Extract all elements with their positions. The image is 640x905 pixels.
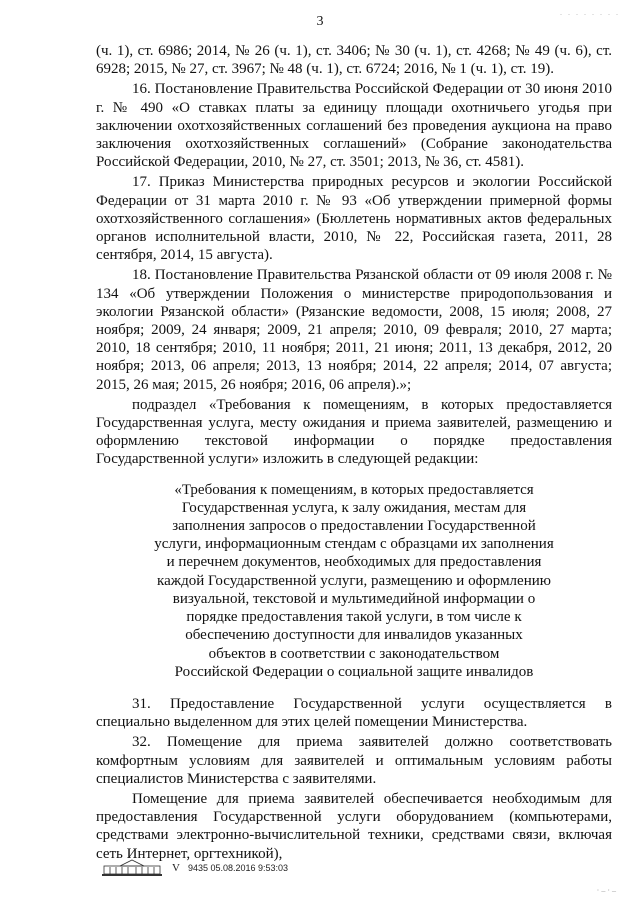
- heading-line: Российской Федерации о социальной защите инвалидов: [174, 663, 534, 680]
- section-heading: [96, 481, 612, 681]
- footer: [100, 858, 288, 878]
- paragraph: 16. Постановление Правительства Российской Федерации от 30 июня 2010 г. № 490 «О ставках платы за единицу площади охотничьего угодья при заключении охотхозяйственных соглашений без проведения аукциона на право заключения охотхозяйственных соглашений» (Собрание законодательства Российской Федерации, 2010, № 27, ст. 3501; 2013, № 36, ст. 4581).: [96, 81, 612, 171]
- paragraphs-after: [96, 695, 612, 863]
- heading-line: обеспечению доступности для инвалидов указанных: [185, 627, 523, 644]
- heading-line: Государственная услуга, к залу ожидания, местам для: [181, 499, 527, 516]
- heading-line: услуги, информационным стендам с образцами их заполнения: [154, 536, 554, 553]
- paragraph: 18. Постановление Правительства Рязанской области от 09 июля 2008 г. № 134 «Об утверждении Положения о министерстве природопользования и экологии Рязанской области» (Рязанские ведомости, 2008, 15 июля; 2008, 27 ноября; 2009, 24 января; 2009, 21 апреля; 2010, 09 февраля; 2010, 27 марта; 2010, 18 сентября; 2010, 11 ноября; 2011, 21 июня; 2011, 13 декабря, 2012, 20 ноября; 2013, 06 апреля; 2013, 13 ноября; 2014, 22 апреля; 2014, 07 августа; 2015, 26 мая; 2015, 26 ноября; 2016, 06 апреля).»;: [96, 267, 612, 393]
- heading-line: заполнения запросов о предоставлении Государственной: [172, 518, 536, 535]
- building-logo-icon: [100, 858, 164, 878]
- version-mark: V: [172, 862, 180, 874]
- heading-line: «Требования к помещениям, в которых предоставляется: [174, 481, 534, 498]
- top-marks: . . . . . . . .: [560, 8, 620, 17]
- heading-line: порядке предоставления такой услуги, в том числе к: [186, 609, 522, 626]
- paragraph: подраздел «Требования к помещениям, в которых предоставляется Государственная услуга, месту ожидания и приема заявителей, размещению и оформлению текстовой информации о порядке предоставления Государственной услуги» изложить в следующей редакции:: [96, 396, 612, 468]
- paragraphs-before: [96, 42, 612, 469]
- paragraph: 32. Помещение для приема заявителей должно соответствовать комфортным условиям для заявителей и оптимальным условиям работы специалистов Министерства с заявителями.: [96, 734, 612, 787]
- heading-line: визуальной, текстовой и мультимедийной информации о: [172, 590, 536, 607]
- corner-mark: · – · –: [596, 886, 616, 895]
- heading-line: и перечнем документов, необходимых для предоставления: [166, 554, 542, 571]
- heading-line: объектов в соответствии с законодательством: [208, 645, 500, 662]
- paragraph: 17. Приказ Министерства природных ресурсов и экологии Российской Федерации от 31 марта 2010 г. № 93 «Об утверждении примерной формы охотхозяйственного соглашения» (Бюллетень нормативных актов федеральных органов исполнительной власти, 2010, № 22, Российская газета, 2011, 28 сентября, 2014, 15 августа).: [96, 174, 612, 264]
- paragraph: 31. Предоставление Государственной услуги осуществляется в специально выделенном для этих целей помещении Министерства.: [96, 695, 612, 731]
- paragraph: Помещение для приема заявителей обеспечивается необходимым для предоставления Государственной услуги оборудованием (компьютерами, средствами электронно-вычислительной техники, средствами связи, включая сеть Интернет, оргтехникой),: [96, 790, 612, 862]
- heading-line: каждой Государственной услуги, размещению и оформлению: [157, 572, 551, 589]
- document-body: [96, 42, 612, 863]
- document-stamp: 9435 05.08.2016 9:53:03: [187, 863, 289, 873]
- paragraph: (ч. 1), ст. 6986; 2014, № 26 (ч. 1), ст. 3406; № 30 (ч. 1), ст. 4268; № 49 (ч. 6), ст. 6928; 2015, № 27, ст. 3967; № 48 (ч. 1), ст. 6724; 2016, № 1 (ч. 1), ст. 19).: [96, 43, 612, 78]
- page-number: 3: [316, 14, 324, 29]
